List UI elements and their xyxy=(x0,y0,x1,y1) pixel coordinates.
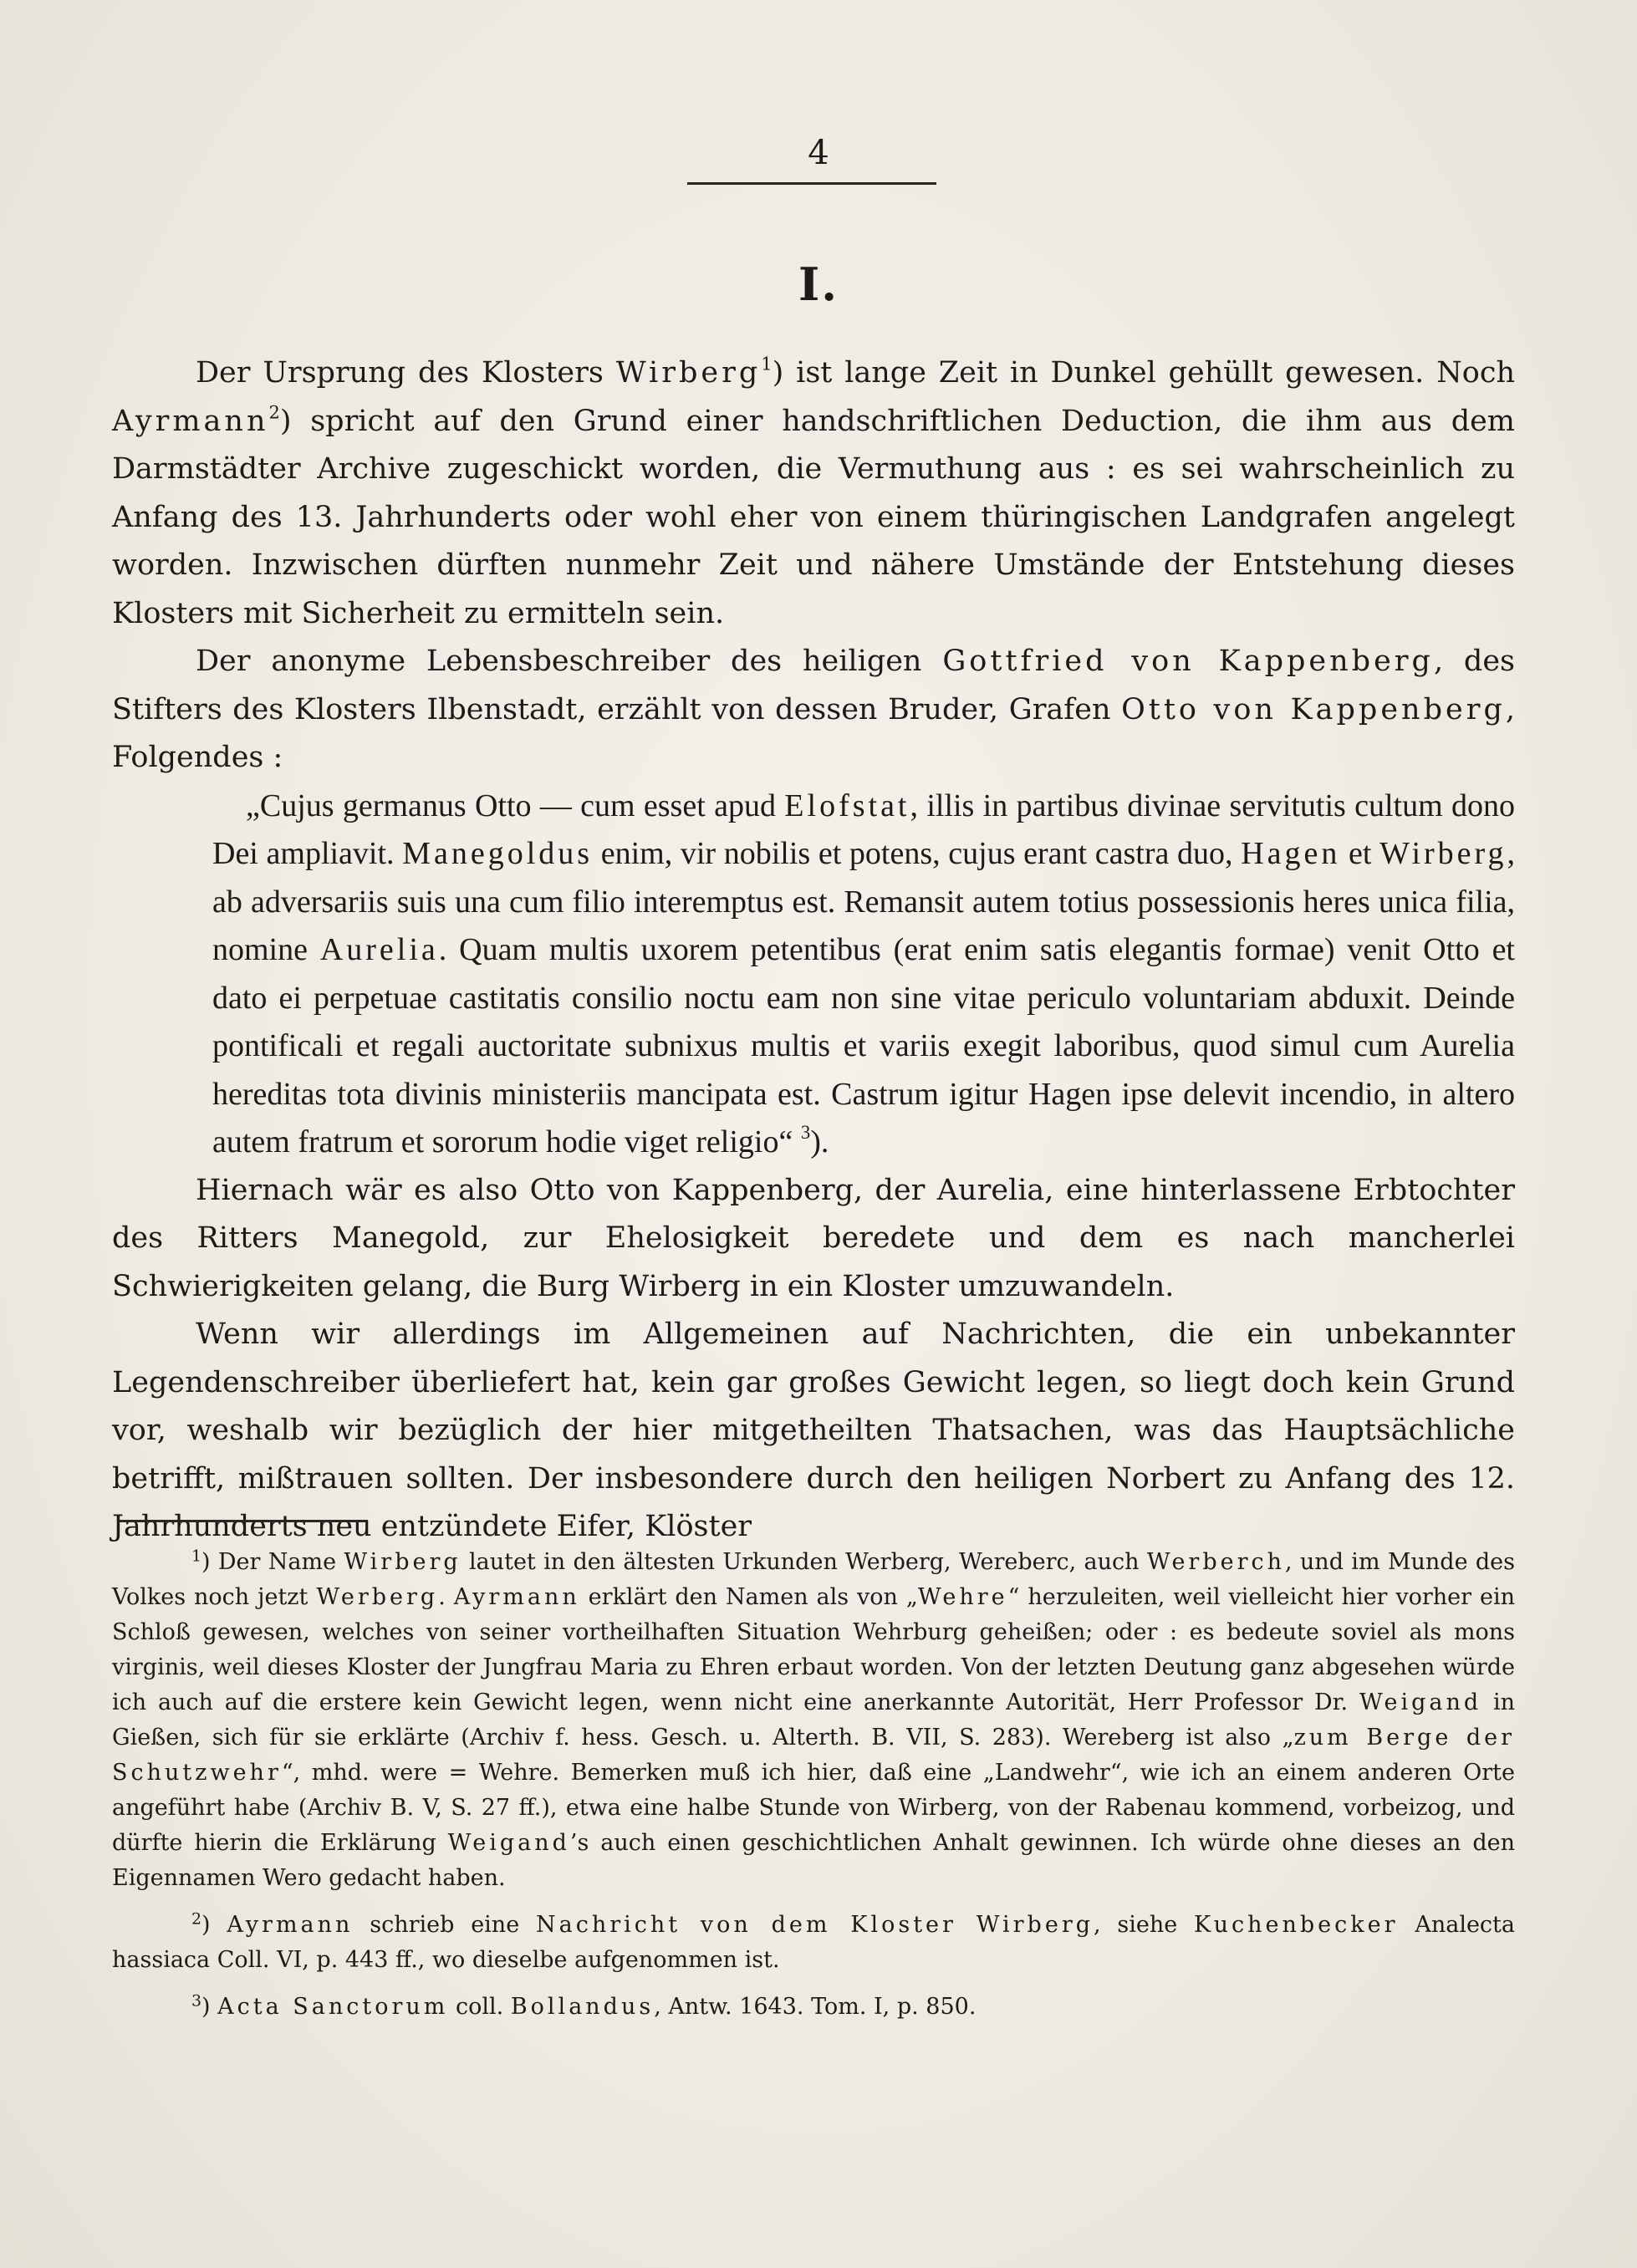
text-run: , und im Munde des Volkes noch jetzt xyxy=(112,1549,1515,1610)
name-aurelia: Aurelia xyxy=(319,932,439,967)
name-weigand: Weigand xyxy=(1359,1690,1482,1715)
text-run: “, mhd. were = Wehre. Bemerken muß ich hier, daß eine „Landwehr“, wie ich an einem anderen Orte angeführt habe (Archiv B. V, S. 27 ff.), etwa eine halbe Stunde von Wirberg, von der Rabenau kommend, vorbeizog, und dürfte hierin die Erklärung xyxy=(112,1760,1515,1856)
title-nachricht: Nachricht von dem Kloster Wirberg xyxy=(535,1912,1094,1938)
footnote-ref-2: 2 xyxy=(268,401,280,422)
text-run: . Quam multis uxorem petentibus (erat enim satis elegantis formae) venit Otto et dato ei perpetuae castitatis consilio noctu eam non sine vitae periculo voluntariam abduxit. Deinde pontificali et regali auctoritate subnixus multis et variis exegit laboribus, quod simul cum Aurelia hereditas tota divinis ministeriis mancipata est. Castrum igitur Hagen ipse delevit incendio, in altero autem fratrum et sororum hodie viget religio“ xyxy=(212,932,1515,1159)
text-run: , illis in partibus divinae servitutis cultum dono Dei ampliavit. xyxy=(212,787,1515,871)
text-run: in Gießen, sich für sie erklärte (Archiv f. hess. Gesch. u. Alterth. B. VII, S. 283). Wereberg ist also „ xyxy=(112,1690,1515,1751)
text-run: , des Stifters des Klosters Ilbenstadt, erzählt von dessen Bruder, Grafen xyxy=(112,645,1515,726)
text-run: et xyxy=(1340,836,1380,871)
text-run: ’s auch einen geschichtlichen Anhalt gewinnen. Ich würde ohne dieses an den Eigennamen Wero gedacht haben. xyxy=(112,1830,1515,1891)
text-run: erklärt den Namen als von „ xyxy=(579,1584,918,1610)
paragraph-3: Hiernach wär es also Otto von Kappenberg, der Aurelia, eine hinterlassene Erbtochter des Ritters Manegold, zur Ehelosigkeit beredete und dem es nach mancherlei Schwierigkeiten gelang, die Burg Wirberg in ein Kloster umzuwandeln. xyxy=(112,1173,1515,1303)
name-manegoldus: Manegoldus xyxy=(402,836,594,871)
text-run: , Antw. 1643. Tom. I, p. 850. xyxy=(654,1994,977,2020)
text-run: “ herzuleiten, weil vielleicht hier vorher ein Schloß gewesen, welches von seiner vortheilhaften Situation Wehrburg geheißen; oder : es bedeute soviel als mons virginis, weil dieses Kloster der Jungfrau Maria zu Ehren erbaut worden. Von der letzten Deutung ganz abgesehen würde ich auch auf die erstere kein Gewicht legen, wenn nicht eine anerkannte Autorität, Herr Professor Dr. xyxy=(112,1584,1515,1715)
footnote-mark: 1 xyxy=(191,1547,202,1566)
footnote-rule xyxy=(119,1520,368,1522)
name-bollandus: Bollandus xyxy=(510,1994,655,2020)
footnote-1 xyxy=(112,1545,1515,1896)
footnote-ref-1: 1 xyxy=(761,354,773,375)
footnotes xyxy=(112,1545,1515,2036)
paragraph-1 xyxy=(112,349,1515,638)
text-run: „Cujus germanus Otto — cum esset apud xyxy=(246,787,785,823)
footnote-ref-3: 3 xyxy=(800,1122,811,1144)
name-otto: Otto von Kappenberg xyxy=(1121,692,1506,726)
text-run: coll. xyxy=(448,1994,511,2020)
paragraph-2 xyxy=(112,638,1515,782)
text-run: ) ist lange Zeit in Dunkel gehüllt gewesen. Noch xyxy=(772,356,1515,390)
text-run: . xyxy=(438,1584,454,1610)
text-run: ) xyxy=(201,1994,218,2020)
text-run: , siehe xyxy=(1094,1912,1195,1938)
section-heading: I. xyxy=(798,257,839,311)
name-ayrmann: Ayrmann xyxy=(453,1584,580,1610)
paragraph-4: Wenn wir allerdings im Allgemeinen auf Nachrichten, die ein unbekannter Legendenschreiber überliefert hat, kein gar großes Gewicht legen, so liegt doch kein Grund vor, weshalb wir bezüglich der hier mitgetheilten Thatsachen, was das Hauptsächliche betrifft, mißtrauen sollten. Der insbesondere durch den heiligen Norbert zu Anfang des 12. Jahrhunderts neu entzündete Eifer, Klöster xyxy=(112,1317,1515,1543)
name-ayrmann: Ayrmann xyxy=(112,404,269,438)
term-schutzwehr: zum Berge der Schutzwehr xyxy=(112,1725,1515,1786)
name-weigand: Weigand xyxy=(447,1830,570,1856)
latin-quote xyxy=(212,782,1515,1167)
name-wirberg: Wirberg xyxy=(344,1549,462,1575)
name-ayrmann: Ayrmann xyxy=(227,1912,354,1938)
text-run: ) Der Name xyxy=(201,1549,344,1575)
text-run: Der anonyme Lebensbeschreiber des heiligen xyxy=(196,645,943,678)
header-rule xyxy=(687,182,936,185)
name-wirberg: Wirberg xyxy=(1379,836,1507,871)
footnote-3 xyxy=(112,1990,1515,2025)
text-run: ). xyxy=(810,1124,829,1159)
name-gottfried: Gottfried von Kappenberg xyxy=(942,645,1434,678)
title-acta-sanctorum: Acta Sanctorum xyxy=(217,1994,449,2020)
text-run: schrieb eine xyxy=(353,1912,536,1938)
name-kuchenbecker: Kuchenbecker xyxy=(1194,1912,1399,1938)
text-run: , Folgendes : xyxy=(112,692,1515,774)
footnote-2 xyxy=(112,1908,1515,1978)
text-run: Analecta hassiaca Coll. VI, p. 443 ff., wo dieselbe aufgenommen ist. xyxy=(112,1912,1515,1973)
name-hagen: Hagen xyxy=(1241,836,1341,871)
footnote-mark: 3 xyxy=(191,1991,202,2011)
text-run: lautet in den ältesten Urkunden Werberg, Wereberc, auch xyxy=(461,1549,1147,1575)
page-number: 4 xyxy=(808,134,829,172)
name-werberch: Werberch xyxy=(1146,1549,1286,1575)
footnote-mark: 2 xyxy=(191,1909,202,1929)
text-run: Der Ursprung des Klosters xyxy=(196,356,616,390)
name-werberg: Werberg xyxy=(316,1584,439,1610)
name-wirberg: Wirberg xyxy=(615,356,762,390)
text-run: ) xyxy=(201,1912,227,1938)
term-wehre: Wehre xyxy=(917,1584,1008,1610)
name-elofstat: Elofstat xyxy=(784,787,910,823)
body-text xyxy=(112,349,1515,1552)
text-run: enim, vir nobilis et potens, cujus erant castra duo, xyxy=(593,836,1242,871)
text-run: ) spricht auf den Grund einer handschriftlichen Deduction, die ihm aus dem Darmstädter Archive zugeschickt worden, die Vermuthung aus : es sei wahrscheinlich zu Anfang des 13. Jahrhunderts oder wohl eher von einem thüringischen Landgrafen angelegt worden. Inzwischen dürften nunmehr Zeit und nähere Umstände der Entstehung dieses Klosters mit Sicherheit zu ermitteln sein. xyxy=(112,404,1515,630)
text-run: , ab adversariis suis una cum filio interemptus est. Remansit autem totius possessionis heres unica filia, nomine xyxy=(212,836,1515,967)
